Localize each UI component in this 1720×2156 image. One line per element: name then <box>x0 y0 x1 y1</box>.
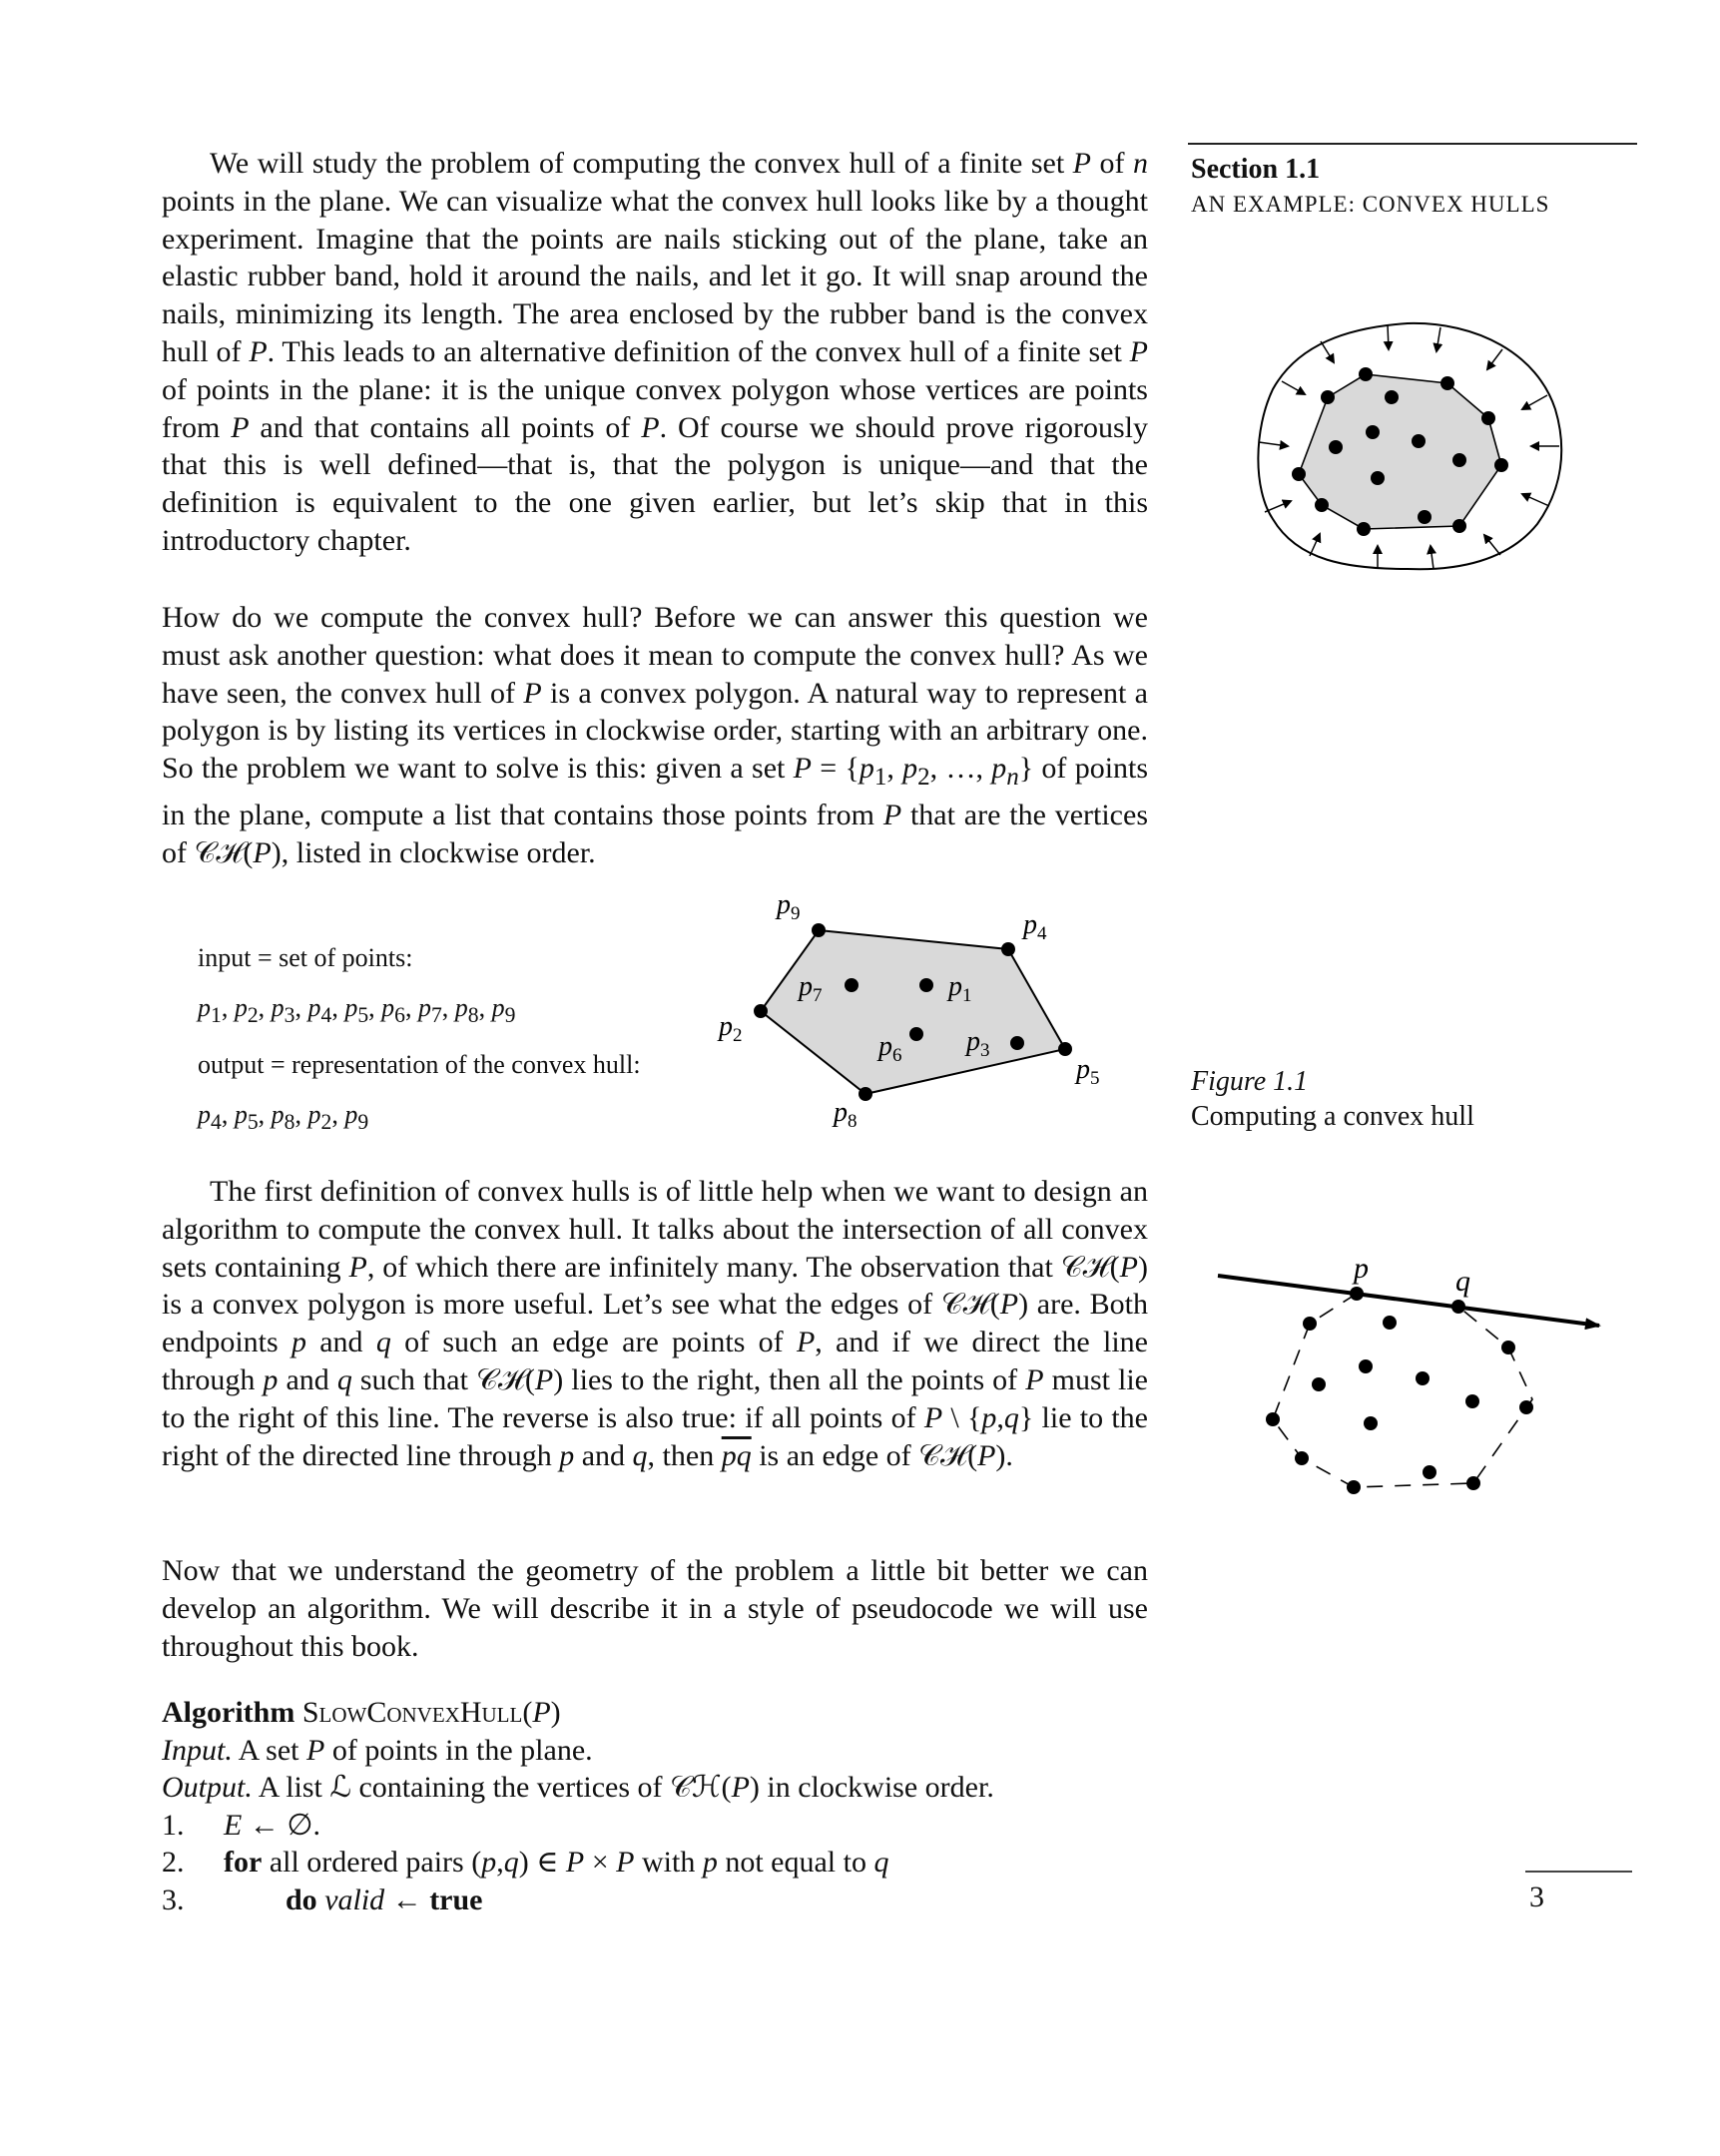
algorithm-block <box>162 1694 1160 1918</box>
svg-text:p6: $p_6$ <box>878 1031 902 1066</box>
svg-text:p4: $p_4$ <box>1023 909 1047 944</box>
svg-text:p1: $p_1$ <box>948 971 972 1006</box>
svg-text:p2: $p_2$ <box>719 1011 743 1046</box>
svg-text:p: p <box>1354 1252 1369 1285</box>
paragraph-edges: The first definition of convex hulls is of little help when we want to design an algorithm to compute the convex hull. It talks about the intersection of all convex sets containing P, of which there are infinitely many. The observation that 𝒞ℋ(P) is a convex polygon is more useful. Let’s see what the edges of 𝒞ℋ(P) are. Both endpoints p and q of such an edge are points of P, and if we direct the line through p and q such that 𝒞ℋ(P) lies to the right, then all the points of P must lie to the right of this line. The reverse is also true: if all points of P \ {p,q} lie to the right of the directed line through p and q, then $\overline{pq}$ is an edge of 𝒞ℋ(P). <box>162 1175 1149 1472</box>
footer-rule <box>1525 1871 1632 1873</box>
svg-text:p8: $p_8$ <box>834 1097 858 1132</box>
figure-io-text <box>198 933 641 1147</box>
section-title: AN EXAMPLE: CONVEX HULLS <box>1191 192 1550 217</box>
rubber-band-figure <box>1238 299 1597 599</box>
paragraph-algorithm-intro: Now that we understand the geometry of the problem a little bit better we can develop an algorithm. We will describe it in a style of pseudocode we will use throughout this book. <box>162 1554 1148 1663</box>
output-label: output = representation of the convex hull: <box>198 1050 641 1080</box>
page-number: 3 <box>1529 1881 1544 1913</box>
algorithm-line-2: 2. for all ordered pairs (p,q) ∈ P × P with p not equal to q <box>162 1846 889 1879</box>
input-points: $p_1$, $p_2$, $p_3$, $p_4$, $p_5$, $p_6$, $p_7$, $p_8$, $p_9$ <box>198 993 516 1028</box>
svg-text:p3: $p_3$ <box>966 1026 990 1061</box>
svg-text:p7: $p_7$ <box>799 971 823 1006</box>
sidebar-rule <box>1188 143 1637 145</box>
algorithm-line-1: 1. E ← ∅. <box>162 1808 320 1842</box>
figure-caption: Computing a convex hull <box>1191 1101 1474 1132</box>
algorithm-line-3: 3. do valid ← true <box>162 1883 483 1916</box>
paragraph-intro: We will study the problem of computing the convex hull of a finite set P of n points in the plane. We can visualize what the convex hull looks like by a thought experiment. Imagine that the points are nails sticking out of the plane, take an elastic rubber band, hold it around the nails, and let it go. It will snap around the nails, minimizing its length. The area enclosed by the rubber band is the convex hull of P. This leads to an alternative definition of the convex hull of a finite set P of points in the plane: it is the unique convex polygon whose vertices are points from P and that contains all points of P. Of course we should prove rigorously that this is well defined—that is, that the polygon is unique—and that the definition is equivalent to the one given earlier, but let’s skip that in this introductory chapter. <box>162 147 1148 557</box>
svg-text:p9: $p_9$ <box>777 889 801 924</box>
svg-text:p5: $p_5$ <box>1076 1054 1100 1089</box>
figure-label: Figure 1.1 <box>1191 1066 1309 1097</box>
output-points: $p_4$, $p_5$, $p_8$, $p_2$, $p_9$ <box>198 1100 369 1135</box>
svg-text:q: q <box>1455 1265 1470 1298</box>
directed-line-figure <box>1198 1238 1637 1517</box>
section-number: Section 1.1 <box>1191 154 1321 185</box>
algorithm-output: Output. A list ℒ containing the vertices of 𝒞ℋ(P) in clockwise order. <box>162 1771 994 1804</box>
input-label: input = set of points: <box>198 943 413 972</box>
labeled-hull-figure <box>699 878 1118 1138</box>
paragraph-compute: How do we compute the convex hull? Before we can answer this question we must ask another question: what does it mean to compute the convex hull? As we have seen, the convex hull of P is a convex polygon. A natural way to represent a polygon is by listing its vertices in clockwise order, starting with an arbitrary one. So the problem we want to solve is this: given a set $P = \{p_1$, $p_2$, …, $p_n$} of points in the plane, compute a list that contains those points from P that are the vertices of 𝒞ℋ(P), listed in clockwise order. <box>162 601 1149 869</box>
algorithm-title: Algorithm SlowConvexHull(P) <box>162 1696 561 1729</box>
algorithm-input: Input. A set P of points in the plane. <box>162 1733 593 1767</box>
